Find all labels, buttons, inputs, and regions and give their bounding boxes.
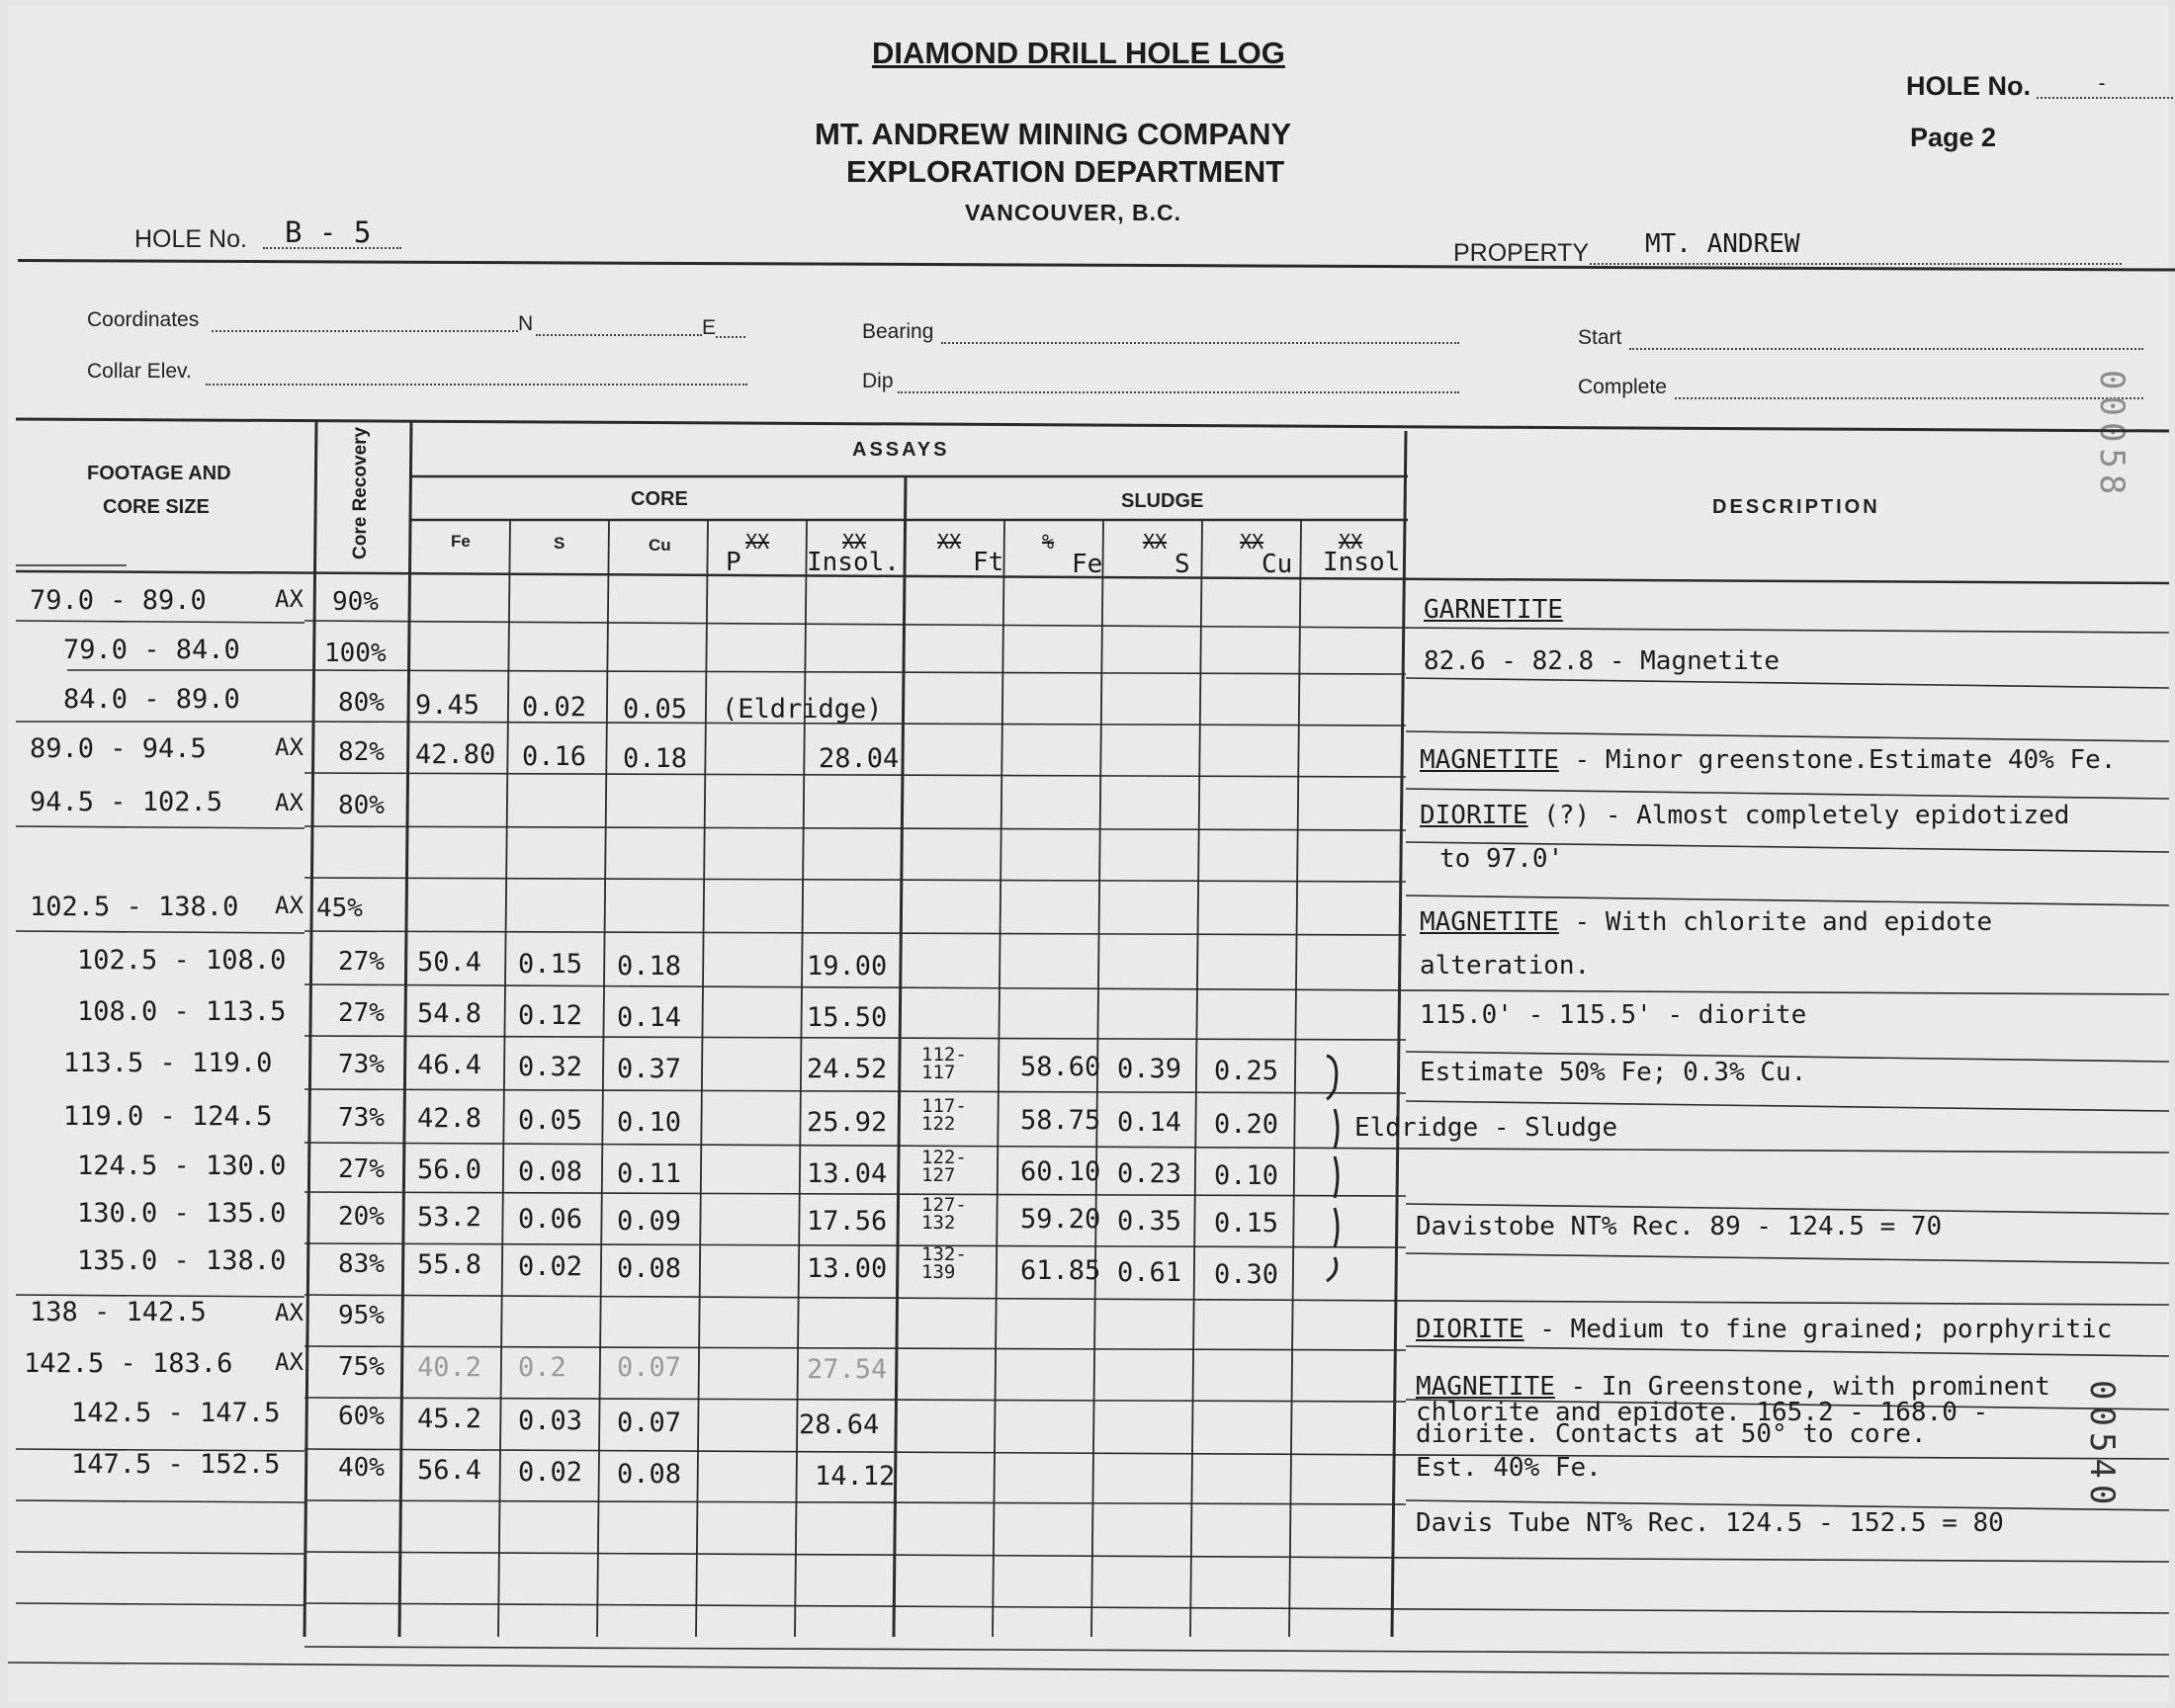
fe: 56.4 — [417, 1455, 482, 1486]
cu: 0.07 — [617, 1352, 682, 1383]
recovery: 82% — [338, 737, 385, 767]
recovery: 40% — [338, 1453, 385, 1483]
description-header: DESCRIPTION — [1712, 496, 1880, 518]
desc-line-10: Eldridge - Sludge — [1354, 1113, 1618, 1143]
sludge-cu: 0.20 — [1214, 1109, 1279, 1140]
s: 0.06 — [518, 1204, 583, 1235]
cu: 0.09 — [617, 1206, 682, 1237]
insol: 28.64 — [799, 1409, 880, 1440]
core-header: CORE — [631, 488, 688, 510]
footage: 119.0 - 124.5 — [63, 1101, 273, 1132]
footage: 142.5 - 147.5 — [71, 1398, 281, 1428]
dip-label: Dip — [862, 370, 894, 392]
s: 0.15 — [518, 949, 583, 980]
col-core-p: P — [726, 548, 741, 577]
strike-core-insol: XX — [842, 530, 867, 554]
s: 0.05 — [518, 1105, 583, 1136]
core-size: AX — [275, 789, 304, 816]
cu: 0.08 — [617, 1253, 682, 1284]
recovery: 73% — [338, 1050, 385, 1079]
col-sludge-fe: Fe — [1072, 550, 1103, 579]
desc-line-2: 82.6 - 82.8 - Magnetite — [1424, 646, 1781, 676]
insol: 27.54 — [807, 1354, 888, 1385]
s: 0.2 — [518, 1352, 566, 1383]
document-title: DIAMOND DRILL HOLE LOG — [872, 36, 1285, 70]
insol: 13.00 — [807, 1253, 888, 1284]
hole-no-label: HOLE No. — [134, 225, 247, 253]
desc-line-9: Estimate 50% Fe; 0.3% Cu. — [1420, 1058, 1807, 1087]
footage: 94.5 - 102.5 — [30, 787, 223, 817]
desc-line-17: Davis Tube NT% Rec. 124.5 - 152.5 = 80 — [1416, 1508, 2004, 1538]
desc-line-6 — [1420, 907, 1992, 937]
fe: 42.8 — [417, 1103, 482, 1134]
footage: 147.5 - 152.5 — [71, 1449, 281, 1480]
s: 0.32 — [518, 1052, 583, 1082]
fe: 55.8 — [417, 1249, 482, 1280]
s: 0.16 — [522, 741, 587, 772]
footage-header: FOOTAGE AND — [87, 463, 231, 484]
cu: 0.07 — [617, 1408, 682, 1438]
insol: 15.50 — [807, 1002, 888, 1033]
col-sludge-s: S — [1174, 550, 1190, 579]
recovery: 73% — [338, 1103, 385, 1133]
desc-garnetite: GARNETITE — [1424, 595, 1563, 625]
sludge-ft: 112-117 — [921, 1044, 967, 1083]
cu: 0.14 — [617, 1002, 682, 1033]
recovery: 75% — [338, 1352, 385, 1382]
sludge-bracket — [1321, 1050, 1360, 1287]
fe: 45.2 — [417, 1404, 482, 1434]
recovery: 95% — [338, 1301, 385, 1330]
col-sludge-cu: Cu — [1262, 550, 1293, 579]
recovery: 45% — [316, 894, 363, 923]
sludge-ft: 127-132 — [921, 1194, 967, 1234]
fe: 53.2 — [417, 1202, 482, 1233]
col-core-fe: Fe — [451, 532, 471, 551]
desc-magnetite-2-text: - With chlorite and epidote — [1558, 907, 1993, 937]
desc-magnetite-3-text: - In Greenstone, with prominent — [1554, 1372, 2050, 1402]
desc-line-8: 115.0' - 115.5' - diorite — [1420, 1000, 1807, 1030]
col-sludge-ft: Ft — [973, 548, 1004, 577]
recovery: 90% — [332, 587, 379, 617]
recovery: 27% — [338, 998, 385, 1028]
desc-magnetite-3: MAGNETITE — [1416, 1372, 1555, 1402]
sludge-s: 0.39 — [1117, 1054, 1182, 1084]
east-label: E — [702, 316, 717, 339]
fe: 46.4 — [417, 1050, 482, 1080]
fe: 50.4 — [417, 947, 482, 978]
fe: 56.0 — [417, 1154, 482, 1185]
department-name: EXPLORATION DEPARTMENT — [846, 154, 1285, 189]
start-label: Start — [1578, 326, 1622, 349]
sludge-cu: 0.10 — [1214, 1160, 1279, 1191]
strike-sludge-insol: XX — [1339, 530, 1363, 554]
strike-sludge-s: XX — [1143, 530, 1168, 554]
core-recovery-header: Core Recovery — [350, 426, 371, 559]
sludge-s: 0.61 — [1117, 1257, 1182, 1288]
desc-diorite-1: DIORITE — [1420, 801, 1528, 830]
hole-no-right-value: - — [2096, 71, 2109, 95]
sludge-ft: 117-122 — [921, 1095, 967, 1135]
page-number: Page 2 — [1910, 123, 1997, 152]
north-label: N — [518, 312, 534, 335]
footage: 79.0 - 89.0 — [30, 585, 207, 616]
insol: 14.12 — [815, 1461, 896, 1492]
assays-header: ASSAYS — [852, 439, 950, 461]
col-sludge-insol: Insol — [1323, 548, 1401, 577]
recovery: 60% — [338, 1402, 385, 1431]
desc-line-14: chlorite and epidote. 165.2 - 168.0 - — [1416, 1398, 1989, 1427]
recovery: 80% — [338, 791, 385, 820]
desc-line-16: Est. 40% Fe. — [1416, 1453, 1602, 1483]
sludge-ft: 132-139 — [921, 1243, 967, 1283]
company-name: MT. ANDREW MINING COMPANY — [815, 117, 1292, 151]
property-value: MT. ANDREW — [1645, 229, 1800, 259]
bearing-label: Bearing — [862, 320, 934, 343]
footage: 84.0 - 89.0 — [63, 684, 240, 715]
recovery: 80% — [338, 688, 385, 718]
core-size: AX — [275, 1348, 304, 1376]
fe: 54.8 — [417, 998, 482, 1029]
footage: 102.5 - 138.0 — [30, 892, 239, 922]
desc-diorite-2: DIORITE — [1416, 1315, 1524, 1344]
core-size: AX — [275, 1299, 304, 1326]
s: 0.12 — [518, 1000, 583, 1031]
hole-no-value: B - 5 — [285, 215, 372, 249]
cu: 0.18 — [623, 743, 688, 774]
sludge-fe: 61.85 — [1020, 1255, 1101, 1286]
insol: 28.04 — [819, 743, 900, 774]
sludge-fe: 58.60 — [1020, 1052, 1101, 1082]
cu: 0.10 — [617, 1107, 682, 1138]
col-core-s: S — [554, 534, 566, 553]
desc-diorite-2-text: - Medium to fine grained; porphyritic — [1523, 1315, 2113, 1344]
sludge-header: SLUDGE — [1121, 490, 1204, 512]
recovery: 83% — [338, 1249, 385, 1279]
desc-line-5: to 97.0' — [1439, 844, 1564, 874]
insol: 25.92 — [807, 1107, 888, 1138]
core-size-header: CORE SIZE — [103, 496, 210, 518]
desc-line-15: diorite. Contacts at 50° to core. — [1416, 1419, 1927, 1449]
cu: 0.11 — [617, 1158, 682, 1189]
s: 0.02 — [518, 1251, 583, 1282]
sludge-fe: 58.75 — [1020, 1105, 1101, 1136]
desc-line-4 — [1420, 801, 2069, 830]
footage: 135.0 - 138.0 — [77, 1245, 287, 1276]
serial-stamp-top: 00058 — [2092, 370, 2132, 501]
desc-line-7: alteration. — [1420, 951, 1591, 981]
footage: 124.5 - 130.0 — [77, 1151, 287, 1181]
col-core-insol: Insol. — [807, 548, 900, 577]
location: VANCOUVER, B.C. — [965, 200, 1182, 225]
sludge-fe: 60.10 — [1020, 1156, 1101, 1187]
s: 0.02 — [518, 1457, 583, 1488]
footage: 138 - 142.5 — [30, 1297, 207, 1327]
fe: 40.2 — [417, 1352, 482, 1383]
fe: 42.80 — [415, 739, 496, 770]
desc-magnetite-2: MAGNETITE — [1420, 907, 1559, 937]
strike-sludge-cu: XX — [1240, 530, 1264, 554]
sludge-s: 0.14 — [1117, 1107, 1182, 1138]
desc-line-12 — [1416, 1315, 2112, 1344]
property-label: PROPERTY — [1453, 239, 1590, 267]
cu: 0.08 — [617, 1459, 682, 1490]
fe: 9.45 — [415, 690, 480, 721]
desc-line-11: Davistobe NT% Rec. 89 - 124.5 = 70 — [1416, 1212, 1943, 1241]
desc-magnetite-1-text: - Minor greenstone.Estimate 40% Fe. — [1558, 745, 2117, 775]
cu: 0.18 — [617, 951, 682, 982]
strike-sludge-ft: XX — [937, 530, 962, 554]
serial-stamp-bottom: 00540 — [2082, 1380, 2122, 1511]
insol: 24.52 — [807, 1054, 888, 1084]
sludge-s: 0.35 — [1117, 1206, 1182, 1237]
sludge-ft: 122-127 — [921, 1147, 967, 1186]
recovery: 27% — [338, 1154, 385, 1184]
footage: 130.0 - 135.0 — [77, 1198, 287, 1229]
s: 0.03 — [518, 1406, 583, 1436]
hole-no-right-label: HOLE No. — [1906, 71, 2031, 101]
core-size: AX — [275, 892, 304, 919]
recovery: 100% — [324, 639, 387, 668]
strike-core-p: XX — [745, 530, 770, 554]
sludge-cu: 0.30 — [1214, 1259, 1279, 1290]
strike-sludge-fe: % — [1042, 530, 1055, 554]
s: 0.08 — [518, 1156, 583, 1187]
footage: 108.0 - 113.5 — [77, 996, 287, 1027]
insol: 13.04 — [807, 1158, 888, 1189]
desc-magnetite-1: MAGNETITE — [1420, 745, 1559, 775]
footage: 89.0 - 94.5 — [30, 733, 207, 764]
core-size: AX — [275, 585, 304, 613]
footage: 142.5 - 183.6 — [24, 1348, 233, 1379]
complete-label: Complete — [1578, 376, 1667, 398]
insol: 17.56 — [807, 1206, 888, 1237]
recovery: 20% — [338, 1202, 385, 1232]
sludge-cu: 0.15 — [1214, 1208, 1279, 1238]
recovery: 27% — [338, 947, 385, 977]
col-core-cu: Cu — [649, 536, 671, 555]
coordinates-label: Coordinates — [87, 308, 200, 331]
cu: 0.05 — [623, 694, 688, 725]
sludge-fe: 59.20 — [1020, 1204, 1101, 1235]
cu: 0.37 — [617, 1054, 682, 1084]
sludge-cu: 0.25 — [1214, 1056, 1279, 1086]
s: 0.02 — [522, 692, 587, 723]
desc-line-3 — [1420, 745, 2116, 775]
note: (Eldridge) — [722, 694, 883, 725]
insol: 19.00 — [807, 951, 888, 982]
footage: 79.0 - 84.0 — [63, 635, 240, 665]
collar-elev-label: Collar Elev. — [87, 360, 192, 383]
core-size: AX — [275, 733, 304, 761]
desc-diorite-1-text: (?) - Almost completely epidotized — [1527, 801, 2070, 830]
sludge-s: 0.23 — [1117, 1158, 1182, 1189]
footage: 113.5 - 119.0 — [63, 1048, 273, 1078]
log-sheet — [8, 6, 2169, 1702]
footage: 102.5 - 108.0 — [77, 945, 287, 976]
